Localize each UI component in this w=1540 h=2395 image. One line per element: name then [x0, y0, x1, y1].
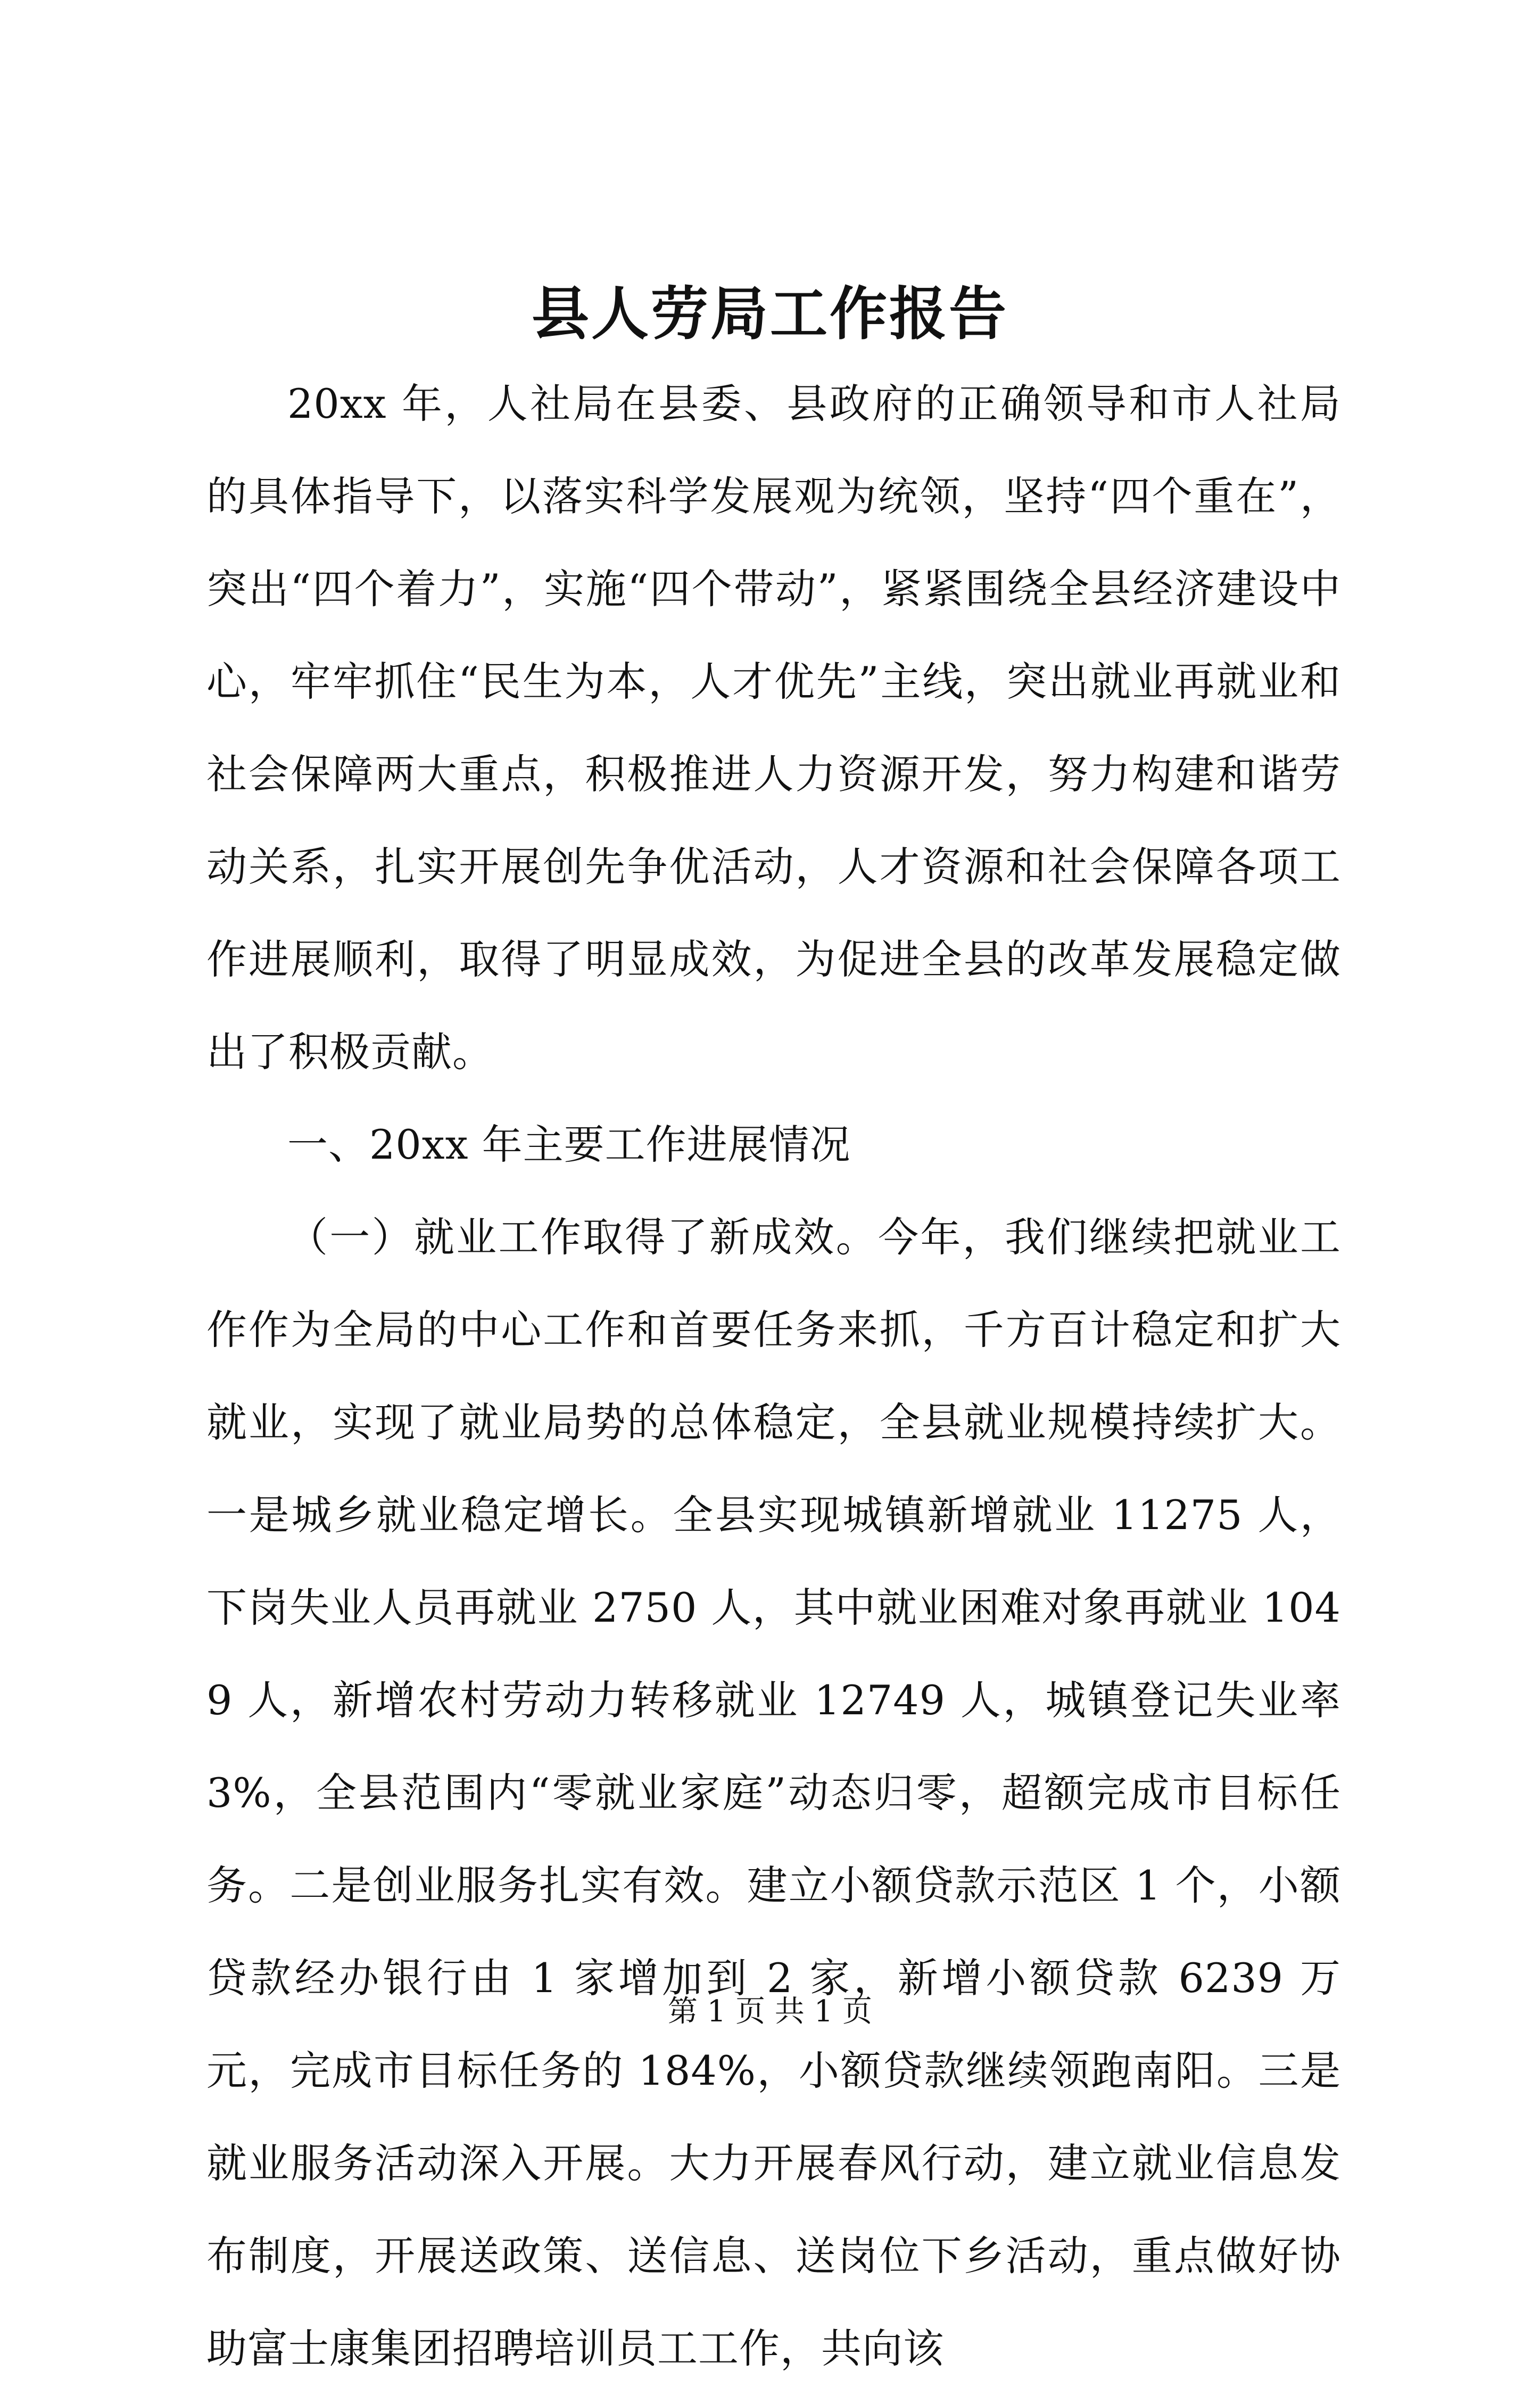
document-body — [206, 358, 1341, 2395]
page-footer: 第 1 页 共 1 页 — [667, 1994, 873, 2029]
document-title: 县人劳局工作报告 — [531, 280, 1008, 348]
section-heading: 一、20xx 年主要工作进展情况 — [287, 1121, 851, 1168]
paragraph-employment: （一）就业工作取得了新成效。今年，我们继续把就业工作作为全局的中心工作和首要任务来抓，千方百计稳定和扩大就业，实现了就业局势的总体稳定，全县就业规模持续扩大。一是城乡就业稳定增长。全县实现城镇新增就业 11275 人，下岗失业人员再就业 2750 人，其中就业困难对象再就业 1049 人，新增农村劳动力转移就业 12749 人，城镇登记失业率 3%，全县范围内“零就业家庭”动态归零，超额完成市目标任务。二是创业服务扎实有效。建立小额贷款示范区 1 个，小额贷款经办银行由 1 家增加到 2 家，新增小额贷款 6239 万元，完成市目标任务的 184%，小额贷款继续领跑南阳。三是就业服务活动深入开展。大力开展春风行动，建立就业信息发布制度，开展送政策、送信息、送岗位下乡活动，重点做好协助富士康集团招聘培训员工工作，共向该 — [206, 1213, 1341, 2372]
paragraph-intro: 20xx 年，人社局在县委、县政府的正确领导和市人社局的具体指导下，以落实科学发展观为统领，坚持“四个重在”，突出“四个着力”，实施“四个带动”，紧紧围绕全县经济建设中心，牢牢抓住“民生为本，人才优先”主线，突出就业再就业和社会保障两大重点，积极推进人力资源开发，努力构建和谐劳动关系，扎实开展创先争优活动，人才资源和社会保障各项工作进展顺利，取得了明显成效，为促进全县的改革发展稳定做出了积极贡献。 — [206, 380, 1341, 1076]
